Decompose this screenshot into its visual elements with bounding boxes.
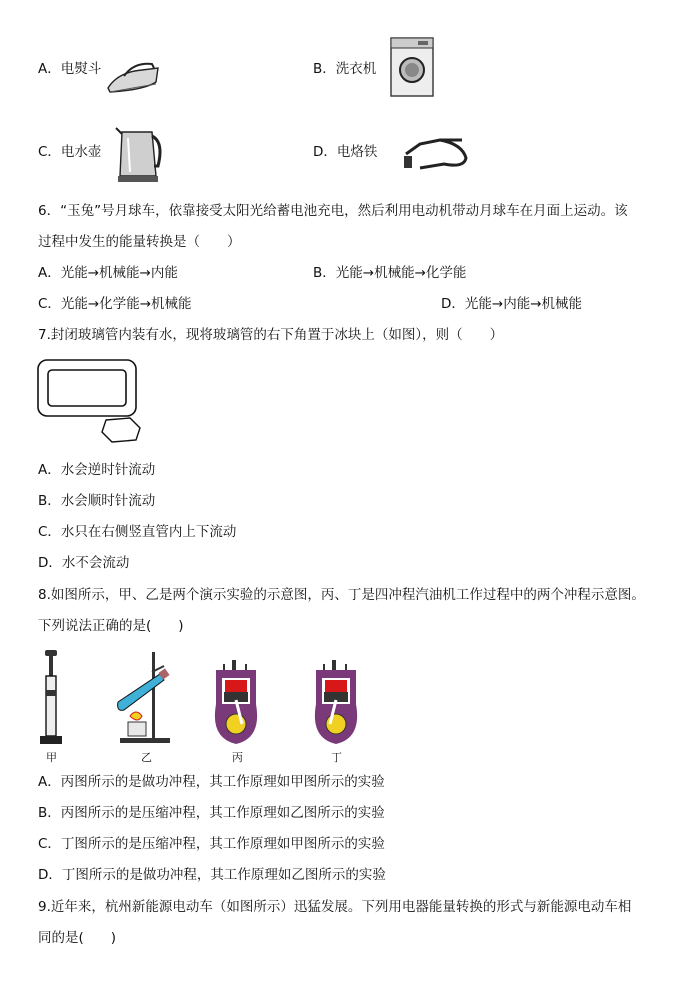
q5-option-b[interactable]: B．洗衣机: [313, 61, 377, 77]
label-yi: 乙: [141, 751, 152, 764]
figure-jia-air-compression: [36, 648, 66, 748]
q7-option-a[interactable]: A．水会逆时针流动: [38, 462, 156, 478]
figure-ding-engine-stroke: [310, 658, 362, 746]
q6-stem-line2: 过程中发生的能量转换是（ ）: [38, 234, 241, 250]
q8-option-a[interactable]: A．丙图所示的是做功冲程，其工作原理如甲图所示的实验: [38, 774, 385, 790]
q5-option-a[interactable]: A．电熨斗: [38, 61, 102, 77]
q8-option-d[interactable]: D．丁图所示的是做功冲程，其工作原理如乙图所示的实验: [38, 867, 386, 883]
q9-stem-line2: 同的是( ): [38, 930, 117, 946]
q7-stem: 7.封闭玻璃管内装有水，现将玻璃管的右下角置于冰块上（如图），则（ ）: [38, 327, 504, 343]
q6-option-b[interactable]: B．光能→机械能→化学能: [313, 265, 467, 281]
soldering-iron-image: [400, 134, 470, 174]
washing-machine-image: [388, 36, 436, 98]
q5-option-c[interactable]: C．电水壶: [38, 144, 102, 160]
iron-image: [104, 58, 162, 96]
q6-option-d[interactable]: D．光能→内能→机械能: [441, 296, 583, 312]
q6-option-c[interactable]: C．光能→化学能→机械能: [38, 296, 192, 312]
q6-option-a[interactable]: A．光能→机械能→内能: [38, 265, 178, 281]
q8-option-b[interactable]: B．丙图所示的是压缩冲程，其工作原理如乙图所示的实验: [38, 805, 385, 821]
q8-stem-line2: 下列说法正确的是( ): [38, 618, 184, 634]
figure-yi-steam-test-tube: [106, 650, 178, 745]
label-jia: 甲: [46, 751, 57, 764]
q8-option-c[interactable]: C．丁图所示的是压缩冲程，其工作原理如甲图所示的实验: [38, 836, 385, 852]
label-ding: 丁: [331, 751, 342, 764]
q6-stem-line1: 6．“玉兔”号月球车，依靠接受太阳光给蓄电池充电，然后利用电动机带动月球车在月面上运动。该: [38, 203, 628, 219]
q7-option-c[interactable]: C．水只在右侧竖直管内上下流动: [38, 524, 237, 540]
q7-option-b[interactable]: B．水会顺时针流动: [38, 493, 156, 509]
glass-tube-figure: [36, 358, 144, 444]
q5-option-d[interactable]: D．电烙铁: [313, 144, 378, 160]
q8-stem-line1: 8.如图所示，甲、乙是两个演示实验的示意图，丙、丁是四冲程汽油机工作过程中的两个冲程示意图。: [38, 587, 645, 603]
q9-stem-line1: 9.近年来，杭州新能源电动车（如图所示）迅猛发展。下列用电器能量转换的形式与新能源电动车相: [38, 899, 632, 915]
label-bing: 丙: [232, 751, 243, 764]
q7-option-d[interactable]: D．水不会流动: [38, 555, 130, 571]
figure-bing-engine-stroke: [210, 658, 262, 746]
kettle-image: [114, 118, 164, 184]
